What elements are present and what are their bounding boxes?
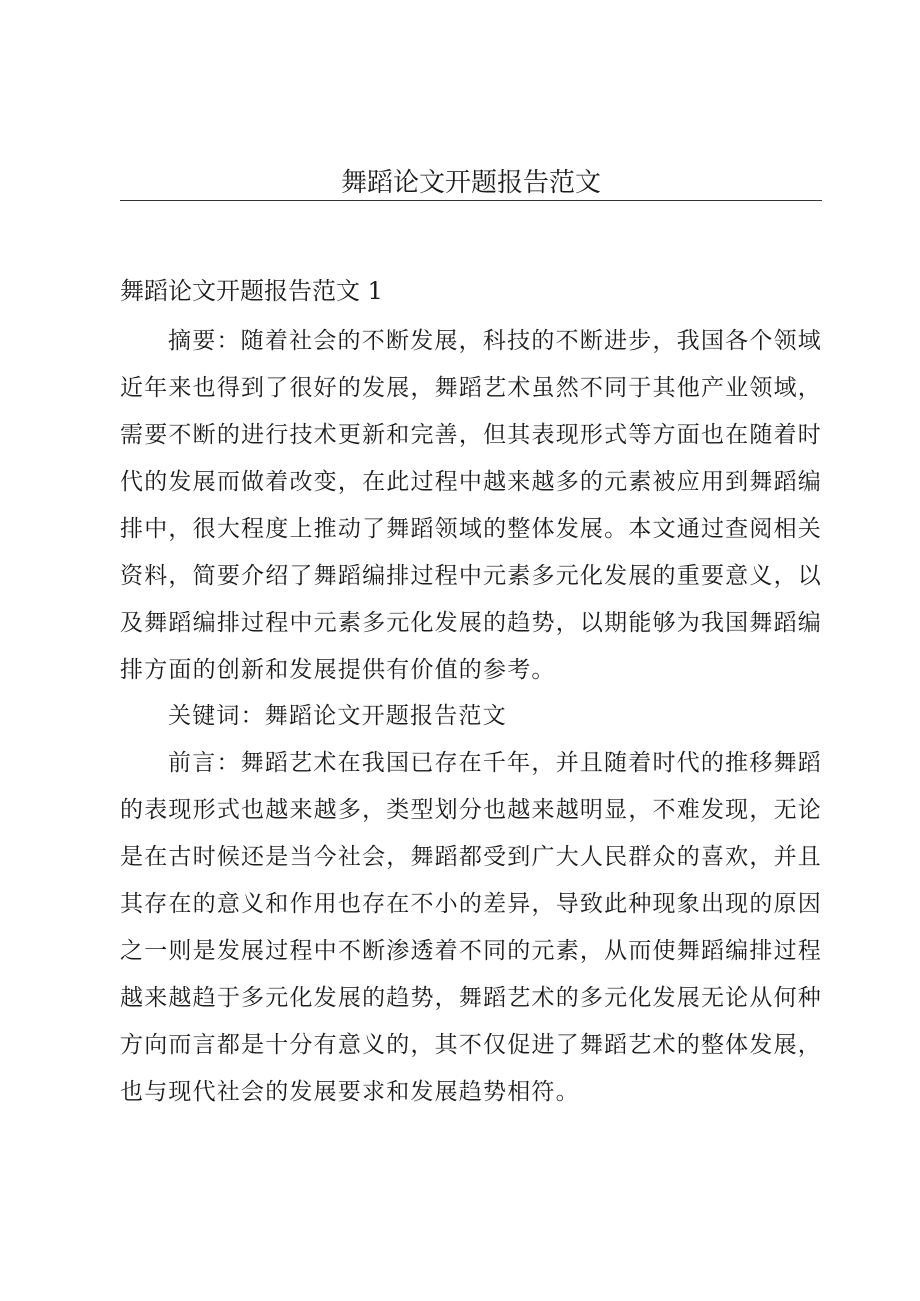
abstract-paragraph: 摘要：随着社会的不断发展，科技的不断进步，我国各个领域近年来也得到了很好的发展，舞蹈艺术虽然不同于其他产业领域，需要不断的进行技术更新和完善，但其表现形式等方面也在随着时代的发展而做着改变，在此过程中越来越多的元素被应用到舞蹈编排中，很大程度上推动了舞蹈领域的整体发展。本文通过查阅相关资料，简要介绍了舞蹈编排过程中元素多元化发展的重要意义，以及舞蹈编排过程中元素多元化发展的趋势，以期能够为我国舞蹈编排方面的创新和发展提供有价值的参考。 xyxy=(120,328,822,683)
document-title: 舞蹈论文开题报告范文 xyxy=(340,168,601,198)
section-heading: 舞蹈论文开题报告范文 1 xyxy=(120,277,383,305)
preface-paragraph: 前言：舞蹈艺术在我国已存在千年，并且随着时代的推移舞蹈的表现形式也越来越多，类型划分也越来越明显，不难发现，无论是在古时候还是当今社会，舞蹈都受到广大人民群众的喜欢，并且其存在的意义和作用也存在不小的差异，导致此种现象出现的原因之一则是发展过程中不断渗透着不同的元素，从而使舞蹈编排过程越来越趋于多元化发展的趋势，舞蹈艺术的多元化发展无论从何种方向而言都是十分有意义的，其不仅促进了舞蹈艺术的整体发展，也与现代社会的发展要求和发展趋势相符。 xyxy=(120,750,822,1105)
title-divider xyxy=(120,200,822,201)
keywords-paragraph: 关键词：舞蹈论文开题报告范文 xyxy=(168,703,507,729)
